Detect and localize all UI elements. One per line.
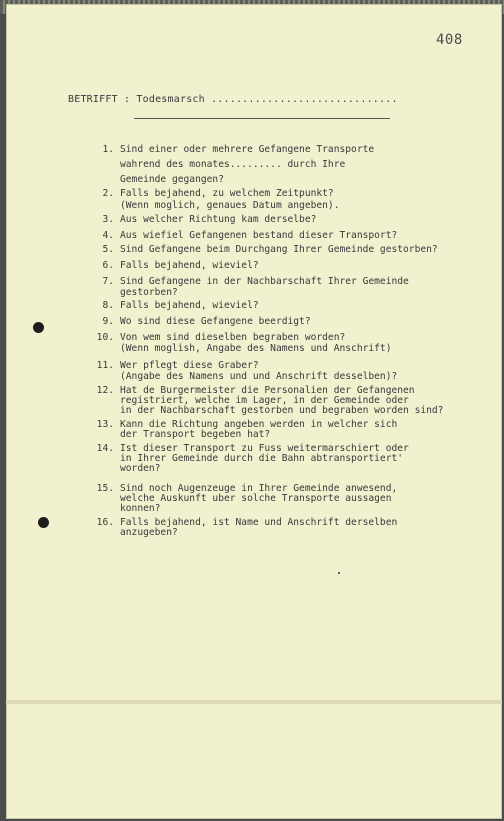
question-text: Sind einer oder mehrere Gefangene Transporte wahrend des monates......... durch Ihre Gemeinde gegangen? [120,144,375,185]
question-number: 6. [102,260,114,271]
question-text: Aus welcher Richtung kam derselbe? [120,214,317,225]
question-number: 5. [102,244,114,255]
question-number: 16. [96,517,114,528]
page-number: 408 [436,32,463,48]
question-text: Falls bejahend, wieviel? [120,260,259,271]
question-text: Falls bejahend, zu welchem Zeitpunkt? (Wenn moglich, genaues Datum angeben). [120,188,340,211]
question-number: 15. [96,483,114,494]
paper-fold-line [6,700,502,704]
ink-speck [338,572,340,574]
question-number: 4. [102,230,114,241]
question-number: 10. [96,332,114,343]
question-text: Sind Gefangene beim Durchgang Ihrer Gemeinde gestorben? [120,244,438,255]
question-number: 13. [96,419,114,430]
question-text: Falls bejahend, wieviel? [120,300,259,311]
subject-line: BETRIFFT : Todesmarsch .............................. [68,94,398,105]
question-number: 11. [96,360,114,371]
question-number: 3. [102,214,114,225]
question-text: Sind noch Augenzeuge in Ihrer Gemeinde anwesend, welche Auskunft uber solche Transporte aussagen konnen? [120,483,398,514]
punch-hole-bottom [38,517,49,528]
question-text: Sind Gefangene in der Nachbarschaft Ihrer Gemeinde gestorben? [120,276,409,298]
question-text: Von wem sind dieselben begraben worden? (Wenn moglish, Angabe des Namens und Anschrift) [120,332,392,354]
question-number: 8. [102,300,114,311]
question-text: Ist dieser Transport zu Fuss weitermarschiert oder in Ihrer Gemeinde durch die Bahn abtransportiert' worden? [120,443,409,474]
question-text: Wer pflegt diese Graber? (Angabe des Namens und und Anschrift desselben)? [120,360,398,382]
question-number: 14. [96,443,114,454]
punch-hole-top [33,322,44,333]
question-number: 1. [102,144,114,155]
question-text: Hat de Burgermeister die Personalien der Gefangenen registriert, welche im Lager, in der Gemeinde oder in der Nachbarschaft gestorben und begraben worden sind? [120,385,444,416]
question-text: Aus wiefiel Gefangenen bestand dieser Transport? [120,230,398,241]
question-text: Wo sind diese Gefangene beerdigt? [120,316,311,327]
question-number: 9. [102,316,114,327]
question-number: 7. [102,276,114,287]
question-text: Kann die Richtung angeben werden in welcher sich der Transport begeben hat? [120,419,398,440]
question-number: 2. [102,188,114,199]
question-text: Falls bejahend, ist Name und Anschrift derselben anzugeben? [120,517,398,538]
subject-underline [134,118,390,119]
question-number: 12. [96,385,114,396]
